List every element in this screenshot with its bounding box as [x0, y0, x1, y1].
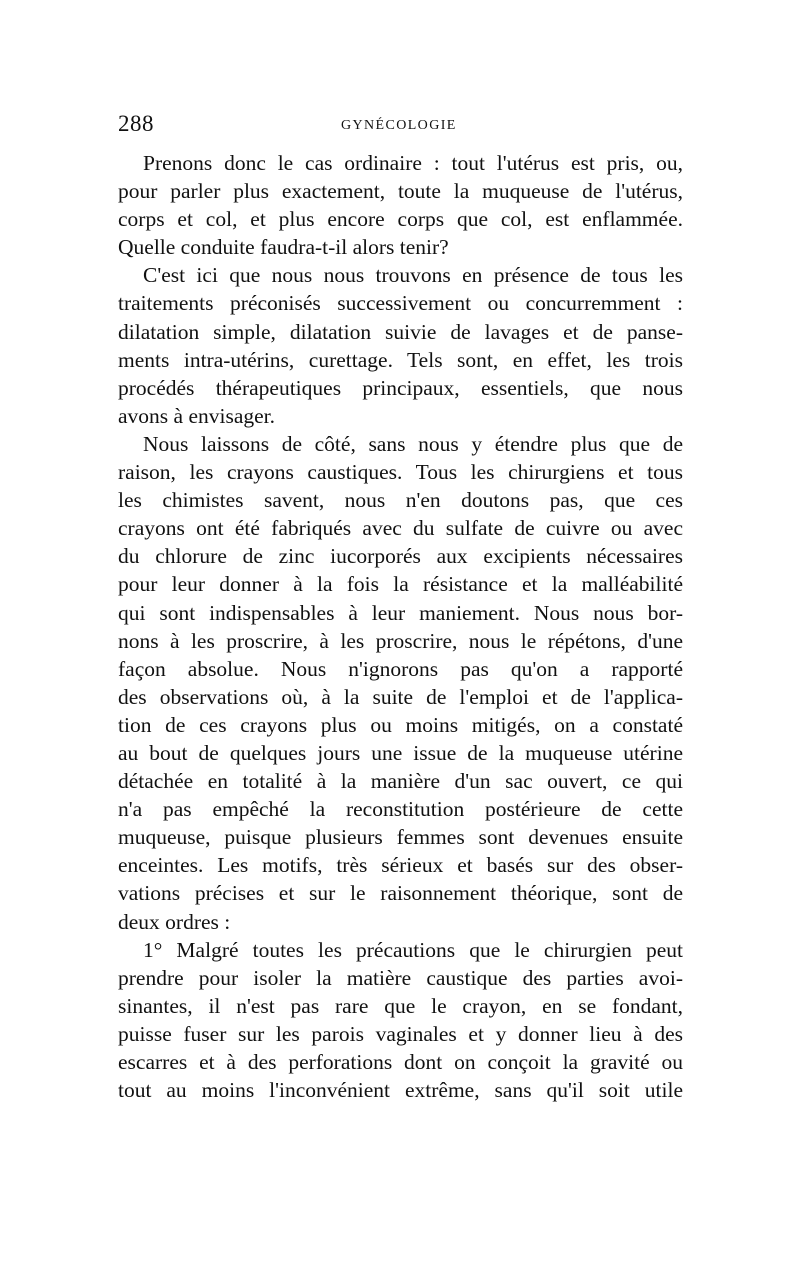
- running-title: GYNÉCOLOGIE: [341, 118, 457, 133]
- text-line: sinantes, il n'est pas rare que le crayon, en se fondant,: [118, 993, 683, 1018]
- text-line: des observations où, à la suite de l'emploi et de l'applica-: [118, 684, 683, 709]
- text-line: raison, les crayons caustiques. Tous les chirurgiens et tous: [118, 460, 683, 485]
- text-line: tout au moins l'inconvénient extrême, sans qu'il soit utile: [118, 1078, 683, 1103]
- text-line: au bout de quelques jours une issue de la muqueuse utérine: [118, 740, 683, 765]
- text-line: les chimistes savent, nous n'en doutons pas, que ces: [118, 488, 683, 513]
- text-line: procédés thérapeutiques principaux, essentiels, que nous: [118, 375, 683, 400]
- text-line: n'a pas empêché la reconstitution postérieure de cette: [118, 797, 683, 822]
- text-line: escarres et à des perforations dont on conçoit la gravité ou: [118, 1050, 683, 1074]
- text-line: ments intra-utérins, curettage. Tels sont, en effet, les trois: [118, 347, 683, 372]
- paragraph-1: [118, 149, 683, 261]
- text-line: détachée en totalité à la manière d'un sac ouvert, ce qui: [118, 769, 683, 794]
- text-line: enceintes. Les motifs, très sérieux et basés sur des obser-: [118, 853, 683, 878]
- running-head: [118, 108, 683, 140]
- text-line: Nous laissons de côté, sans nous y étendre plus que de: [143, 431, 683, 456]
- text-line: tion de ces crayons plus ou moins mitigés, on a constaté: [118, 712, 683, 737]
- text-line: puisse fuser sur les parois vaginales et y donner lieu à des: [118, 1021, 683, 1046]
- text-line: façon absolue. Nous n'ignorons pas qu'on a rapporté: [118, 656, 683, 681]
- text-line: nons à les proscrire, à les proscrire, nous le répétons, d'une: [118, 628, 683, 653]
- paragraph-3: [118, 430, 683, 936]
- paragraph-2: [118, 261, 683, 430]
- text-line: C'est ici que nous nous trouvons en présence de tous les: [143, 263, 683, 288]
- text-line: muqueuse, puisque plusieurs femmes sont devenues ensuite: [118, 825, 683, 850]
- text-line: qui sont indispensables à leur maniement. Nous nous bor-: [118, 600, 683, 625]
- text-line: pour parler plus exactement, toute la muqueuse de l'utérus,: [118, 179, 683, 204]
- text-line: dilatation simple, dilatation suivie de lavages et de panse-: [118, 319, 683, 344]
- text-line: du chlorure de zinc iucorporés aux excipients nécessaires: [118, 544, 683, 569]
- text-line: traitements préconisés successivement ou concurremment :: [118, 291, 683, 316]
- text-line: avons à envisager.: [118, 403, 276, 428]
- text-line: 1° Malgré toutes les précautions que le chirurgien peut: [143, 937, 683, 962]
- body-text: [118, 149, 683, 1104]
- text-line: Quelle conduite faudra-t-il alors tenir?: [118, 235, 449, 260]
- text-line: pour leur donner à la fois la résistance et la malléabilité: [118, 572, 683, 597]
- text-line: corps et col, et plus encore corps que col, est enflammée.: [118, 207, 683, 232]
- paragraph-4: [118, 936, 683, 1105]
- text-line: vations précises et sur le raisonnement théorique, sont de: [118, 881, 683, 906]
- text-line: crayons ont été fabriqués avec du sulfate de cuivre ou avec: [118, 516, 683, 541]
- text-line: Prenons donc le cas ordinaire : tout l'utérus est pris, ou,: [143, 151, 683, 175]
- text-line: deux ordres :: [118, 909, 231, 934]
- text-line: prendre pour isoler la matière caustique des parties avoi-: [118, 965, 683, 990]
- page-number: 288: [118, 111, 154, 136]
